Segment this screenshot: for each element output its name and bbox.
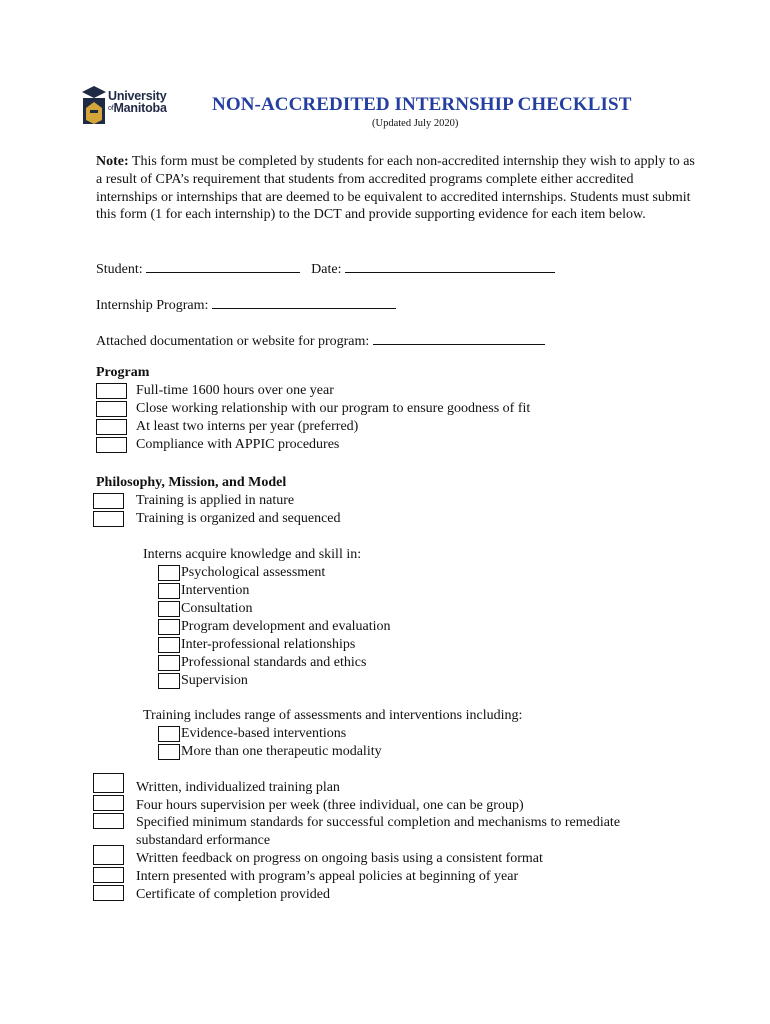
checklist-item: Training is organized and sequenced <box>136 511 341 526</box>
checklist-item: Certificate of completion provided <box>136 887 330 902</box>
knowledge-intro: Interns acquire knowledge and skill in: <box>143 547 362 562</box>
checkbox[interactable] <box>93 773 124 793</box>
checklist-item: Professional standards and ethics <box>181 655 367 670</box>
checklist-item: Compliance with APPIC procedures <box>136 437 340 452</box>
program-heading: Program <box>96 365 150 380</box>
checkbox[interactable] <box>93 493 124 509</box>
note-label: Note: <box>96 154 129 169</box>
checkbox[interactable] <box>93 867 124 883</box>
program-row <box>96 296 396 315</box>
page-title: NON-ACCREDITED INTERNSHIP CHECKLIST <box>212 94 632 115</box>
checklist-item: Written, individualized training plan <box>136 780 340 795</box>
checklist-item: At least two interns per year (preferred) <box>136 419 359 434</box>
checkbox[interactable] <box>93 813 124 829</box>
internship-program-input-line[interactable] <box>212 296 396 309</box>
checklist-item: Evidence-based interventions <box>181 726 347 741</box>
note-paragraph <box>96 153 696 224</box>
logo-of: of <box>108 105 114 112</box>
checkbox[interactable] <box>93 795 124 811</box>
updated-date: (Updated July 2020) <box>372 118 459 129</box>
documentation-input-line[interactable] <box>373 332 545 345</box>
checkbox[interactable] <box>93 845 124 865</box>
checklist-item: Supervision <box>181 673 248 688</box>
date-input-line[interactable] <box>345 260 555 273</box>
checklist-item: Consultation <box>181 601 253 616</box>
checklist-item: Psychological assessment <box>181 565 326 580</box>
checklist-item: Program development and evaluation <box>181 619 391 634</box>
checklist-item: substandard erformance <box>136 833 271 848</box>
checklist-item: Close working relationship with our program to ensure goodness of fit <box>136 401 531 416</box>
university-wordmark <box>108 90 167 115</box>
checkbox[interactable] <box>158 673 180 689</box>
training-range-intro: Training includes range of assessments and interventions including: <box>143 708 523 723</box>
checklist-item: Intervention <box>181 583 250 598</box>
date-label: Date: <box>311 262 342 277</box>
note-text: This form must be completed by students for each non-accredited internship they wish to apply to as a result of CPA’s requirement that students from accredited programs complete either accredited internships or internships that are deemed to be equivalent to accredited internships. Students must submit this form (1 for each internship) to the DCT and provide supporting evidence for each item below. <box>96 154 695 223</box>
checkbox[interactable] <box>96 437 127 453</box>
checkbox[interactable] <box>158 637 180 653</box>
checklist-item: Intern presented with program’s appeal policies at beginning of year <box>136 869 519 884</box>
student-label: Student: <box>96 262 143 277</box>
checklist-item: Training is applied in nature <box>136 493 295 508</box>
logo-line-1: University <box>108 89 167 103</box>
student-date-row <box>96 260 555 279</box>
checkbox[interactable] <box>158 565 180 581</box>
checkbox[interactable] <box>158 619 180 635</box>
checkbox[interactable] <box>158 583 180 599</box>
philosophy-heading: Philosophy, Mission, and Model <box>96 475 287 490</box>
checkbox[interactable] <box>158 744 180 760</box>
docs-row <box>96 332 545 351</box>
checkbox[interactable] <box>158 726 180 742</box>
checkbox[interactable] <box>158 601 180 617</box>
student-input-line[interactable] <box>146 260 300 273</box>
checkbox[interactable] <box>93 885 124 901</box>
internship-program-label: Internship Program: <box>96 298 209 313</box>
checkbox[interactable] <box>158 655 180 671</box>
documentation-label: Attached documentation or website for program: <box>96 334 370 349</box>
checklist-item: Four hours supervision per week (three individual, one can be group) <box>136 798 524 813</box>
logo-line-2: Manitoba <box>113 101 167 115</box>
checkbox[interactable] <box>96 419 127 435</box>
checklist-item: Full-time 1600 hours over one year <box>136 383 334 398</box>
checklist-item: Inter-professional relationships <box>181 637 356 652</box>
checklist-item: Specified minimum standards for successful completion and mechanisms to remediate <box>136 815 621 830</box>
checklist-item: Written feedback on progress on ongoing basis using a consistent format <box>136 851 543 866</box>
checkbox[interactable] <box>96 383 127 399</box>
checkbox[interactable] <box>93 511 124 527</box>
checkbox[interactable] <box>96 401 127 417</box>
checklist-item: More than one therapeutic modality <box>181 744 382 759</box>
